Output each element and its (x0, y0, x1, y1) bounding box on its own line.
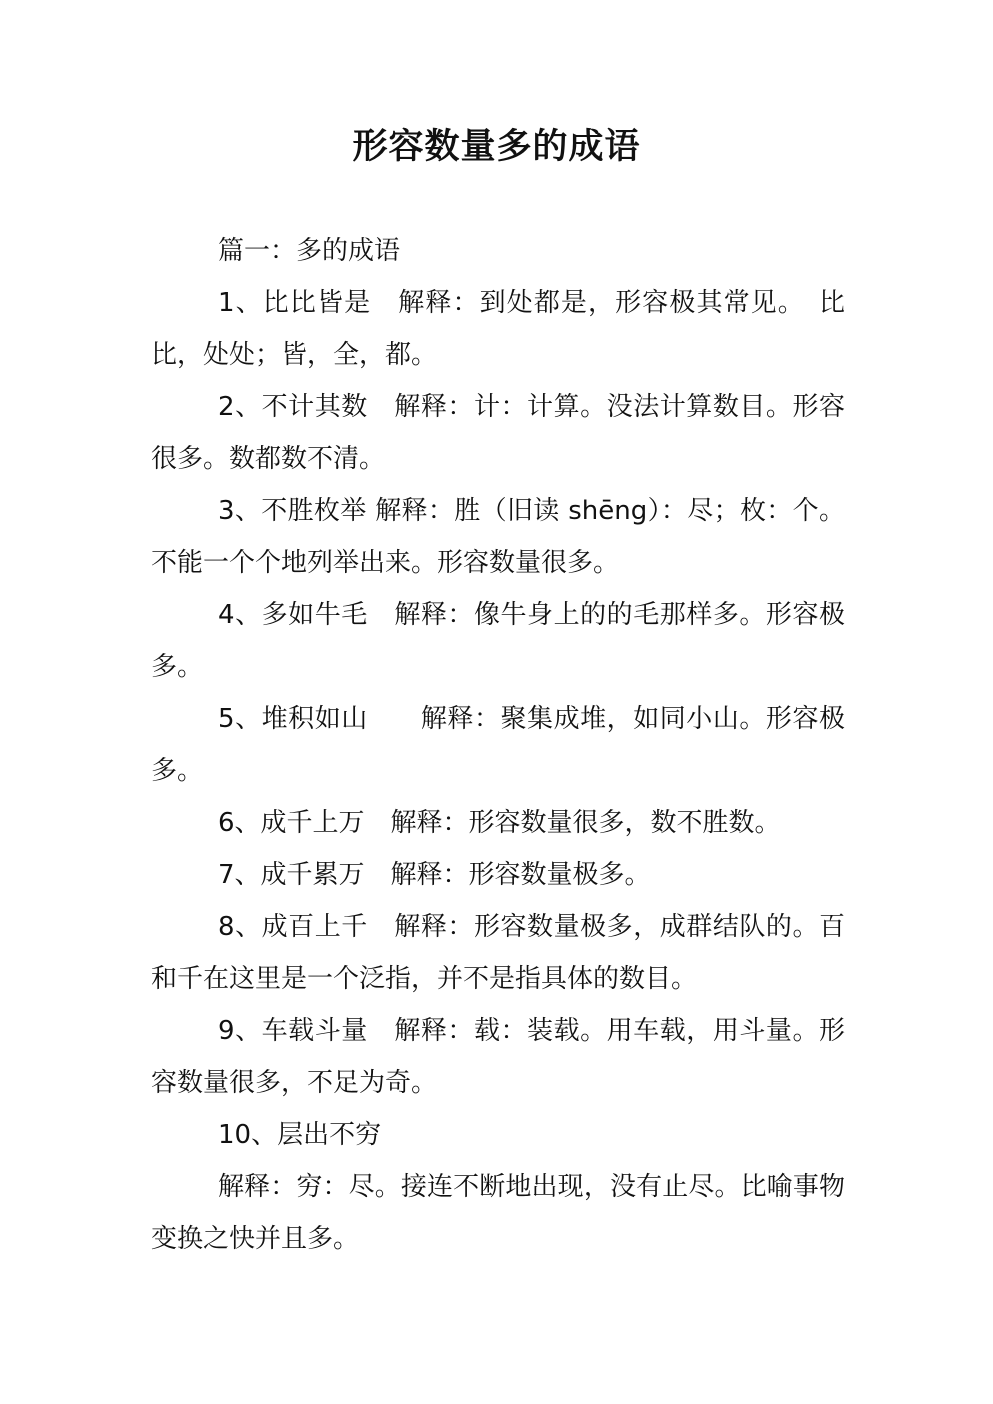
document-body (151, 225, 845, 1265)
idiom-paragraph-5: 5、堆积如山 解释：聚集成堆，如同小山。形容极多。 (151, 704, 845, 786)
idiom-paragraph-10-title: 10、层出不穷 (218, 1120, 382, 1150)
idiom-paragraph-10-explanation: 解释：穷：尽。接连不断地出现，没有止尽。比喻事物变换之快并且多。 (151, 1172, 845, 1254)
page-title: 形容数量多的成语 (352, 127, 641, 167)
idiom-paragraph-1: 1、比比皆是 解释：到处都是，形容极其常见。 比比，处处；皆，全，都。 (151, 288, 845, 370)
idiom-paragraph-6: 6、成千上万 解释：形容数量很多，数不胜数。 (218, 808, 781, 838)
section-heading: 篇一：多的成语 (218, 236, 401, 266)
idiom-paragraph-2: 2、不计其数 解释：计：计算。没法计算数目。形容很多。数都数不清。 (151, 392, 845, 474)
idiom-paragraph-3: 3、不胜枚举 解释：胜（旧读 shēng）：尽；枚：个。不能一个个地列举出来。形容数量很多。 (151, 496, 845, 578)
idiom-paragraph-9: 9、车载斗量 解释：载：装载。用车载，用斗量。形容数量很多，不足为奇。 (151, 1016, 845, 1098)
idiom-paragraph-7: 7、成千累万 解释：形容数量极多。 (218, 860, 651, 890)
idiom-paragraph-8: 8、成百上千 解释：形容数量极多，成群结队的。百和千在这里是一个泛指，并不是指具体的数目。 (151, 912, 845, 994)
idiom-paragraph-4: 4、多如牛毛 解释：像牛身上的的毛那样多。形容极多。 (151, 600, 845, 682)
